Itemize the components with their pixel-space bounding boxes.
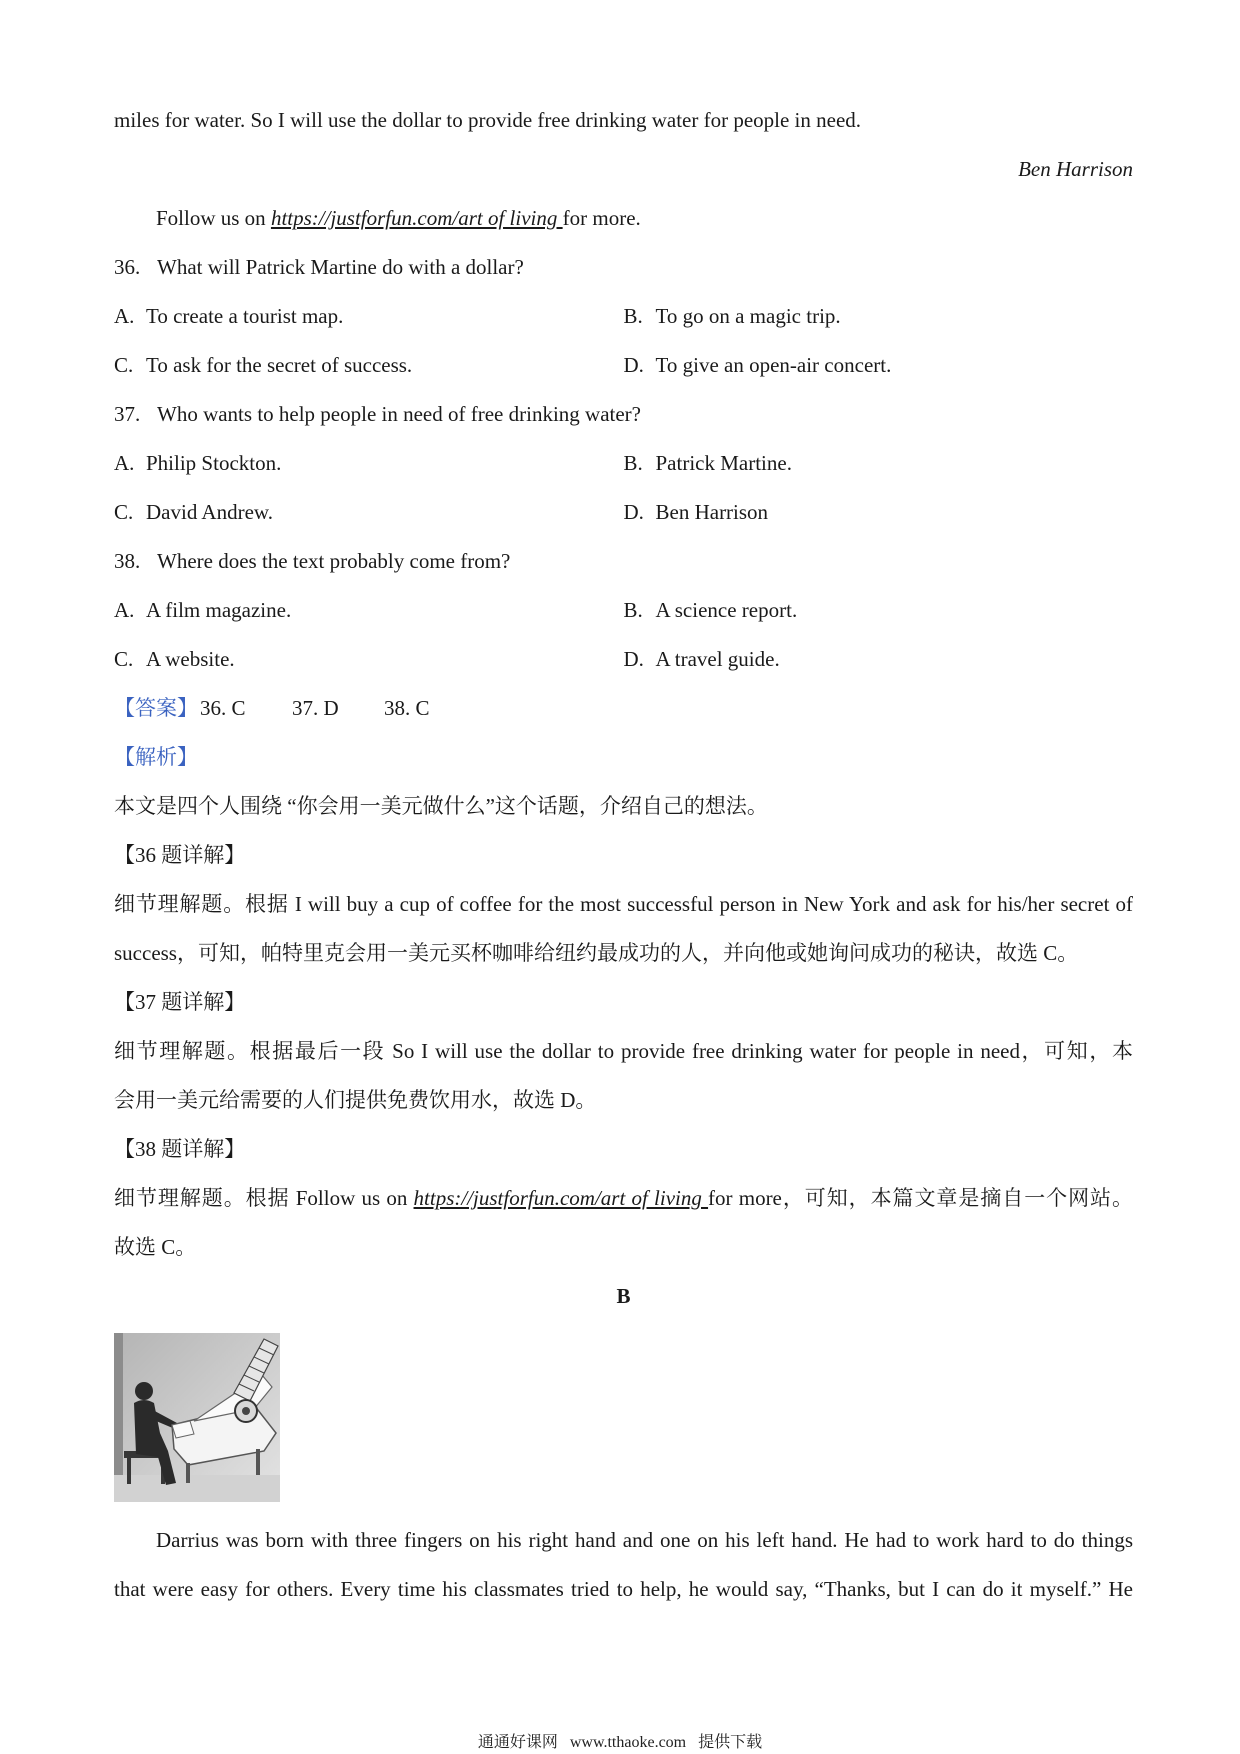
footer-site-name: 通通好课网 xyxy=(477,1734,558,1751)
option-text: A film magazine. xyxy=(146,598,292,622)
document-page xyxy=(114,96,1133,1614)
option-c[interactable] xyxy=(114,488,624,537)
page-footer xyxy=(0,1733,1240,1753)
question-36 xyxy=(114,243,1133,292)
detail-38-prefix: 细节理解题。根据 Follow us on xyxy=(114,1186,414,1210)
option-letter: A. xyxy=(114,598,135,622)
option-a[interactable] xyxy=(114,586,624,635)
option-b[interactable] xyxy=(624,439,1134,488)
option-text: A website. xyxy=(146,647,235,671)
options-row xyxy=(114,488,1133,537)
option-b[interactable] xyxy=(624,586,1134,635)
answer-item: 36. C xyxy=(200,696,246,720)
question-37 xyxy=(114,390,1133,439)
question-number: 38. xyxy=(114,549,141,573)
detail-36-line-2: success，可知，帕特里克会用一美元买杯咖啡给纽约最成功的人，并向他或她询问成功的秘诀，故选 C。 xyxy=(114,941,1079,965)
option-a[interactable] xyxy=(114,439,624,488)
answer-item: 38. C xyxy=(384,696,430,720)
option-d[interactable] xyxy=(624,635,1134,684)
question-text: Where does the text probably come from? xyxy=(157,549,511,573)
option-d[interactable] xyxy=(624,341,1134,390)
options-row xyxy=(114,439,1133,488)
detail-38-line-2: 故选 C。 xyxy=(114,1235,197,1259)
question-38 xyxy=(114,537,1133,586)
passage-signature: Ben Harrison xyxy=(1018,157,1133,181)
option-c[interactable] xyxy=(114,635,624,684)
option-text: Patrick Martine. xyxy=(655,451,792,475)
answer-label: 【答案】 xyxy=(114,696,198,720)
option-letter: A. xyxy=(114,304,135,328)
option-letter: D. xyxy=(623,353,644,377)
answer-line xyxy=(114,684,1133,733)
option-letter: D. xyxy=(623,500,644,524)
option-text: A travel guide. xyxy=(655,647,780,671)
option-text: A science report. xyxy=(655,598,798,622)
option-text: Ben Harrison xyxy=(655,500,769,524)
question-number: 37. xyxy=(114,402,141,426)
pianist-photo xyxy=(114,1333,280,1502)
option-letter: C. xyxy=(114,353,134,377)
detail-38-line-1 xyxy=(114,1174,1133,1223)
footer-note: 提供下载 xyxy=(698,1734,763,1751)
detail-heading-36: 【36 题详解】 xyxy=(114,843,246,867)
option-letter: A. xyxy=(114,451,135,475)
question-number: 36. xyxy=(114,255,141,279)
detail-37-line-1: 细节理解题。根据最后一段 So I will use the dollar to provide free drinking water for people in need，可知，本 xyxy=(114,1039,1133,1063)
options-row xyxy=(114,341,1133,390)
option-text: To ask for the secret of success. xyxy=(146,353,413,377)
detail-36-line-1: 细节理解题。根据 I will buy a cup of coffee for the most successful person in New York and ask for his/her secret of xyxy=(114,892,1133,916)
follow-suffix: for more. xyxy=(562,206,641,230)
detail-38-link[interactable]: https://justforfun.com/art of living xyxy=(413,1186,709,1210)
option-letter: C. xyxy=(114,500,134,524)
section-heading: B xyxy=(616,1284,631,1308)
option-b[interactable] xyxy=(624,292,1134,341)
detail-heading-37: 【37 题详解】 xyxy=(114,990,246,1014)
option-c[interactable] xyxy=(114,341,624,390)
option-text: David Andrew. xyxy=(146,500,273,524)
answer-item: 37. D xyxy=(292,696,339,720)
option-text: To go on a magic trip. xyxy=(655,304,841,328)
option-letter: C. xyxy=(114,647,134,671)
option-text: To create a tourist map. xyxy=(146,304,344,328)
footer-url[interactable]: www.tthaoke.com xyxy=(569,1734,687,1751)
analysis-summary: 本文是四个人围绕 “你会用一美元做什么”这个话题，介绍自己的想法。 xyxy=(114,794,768,818)
pianist-photo-graphic xyxy=(114,1333,280,1502)
detail-37-line-2: 会用一美元给需要的人们提供免费饮用水，故选 D。 xyxy=(114,1088,597,1112)
section-b-line-2: that were easy for others. Every time his classmates tried to help, he would say, “Thanks, but I can do it myself.” He xyxy=(114,1577,1133,1601)
question-text: What will Patrick Martine do with a dollar? xyxy=(157,255,524,279)
option-letter: B. xyxy=(623,304,643,328)
follow-prefix: Follow us on xyxy=(156,206,271,230)
follow-line xyxy=(114,194,1133,243)
option-a[interactable] xyxy=(114,292,624,341)
options-row xyxy=(114,635,1133,684)
option-d[interactable] xyxy=(624,488,1134,537)
option-text: To give an open-air concert. xyxy=(655,353,892,377)
options-row xyxy=(114,586,1133,635)
detail-38-suffix: for more，可知，本篇文章是摘自一个网站。 xyxy=(708,1186,1133,1210)
options-row xyxy=(114,292,1133,341)
option-letter: B. xyxy=(623,451,643,475)
option-letter: B. xyxy=(623,598,643,622)
section-b-line-1: Darrius was born with three fingers on his right hand and one on his left hand. He had to work hard to do things xyxy=(156,1528,1133,1552)
detail-heading-38: 【38 题详解】 xyxy=(114,1137,246,1161)
follow-link[interactable]: https://justforfun.com/art of living xyxy=(270,206,563,230)
analysis-label: 【解析】 xyxy=(114,745,198,769)
passage-continuation: miles for water. So I will use the dollar to provide free drinking water for people in need. xyxy=(114,108,862,132)
option-letter: D. xyxy=(623,647,644,671)
option-text: Philip Stockton. xyxy=(146,451,282,475)
question-text: Who wants to help people in need of free drinking water? xyxy=(157,402,641,426)
